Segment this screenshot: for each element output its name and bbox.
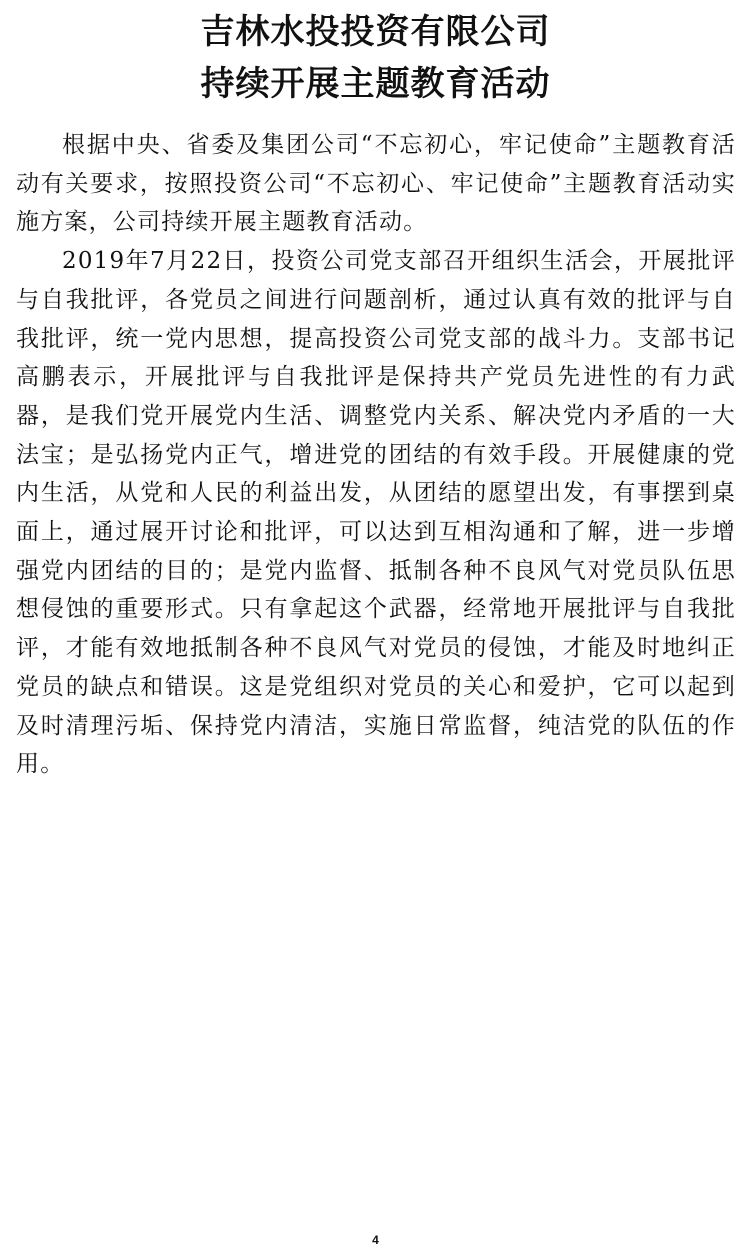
page-number: 4 [372, 1233, 379, 1247]
title-line-2: 持续开展主题教育活动 [200, 64, 551, 104]
paragraph-intro: 根据中央、省委及集团公司“不忘初心，牢记使命”主题教育活动有关要求，按照投资公司“不忘初心、牢记使命”主题教育活动实施方案，公司持续开展主题教育活动。 [16, 132, 736, 236]
paragraph-meeting: 2019年7月22日，投资公司党支部召开组织生活会，开展批评与自我批评，各党员之间进行问题剖析，通过认真有效的批评与自我批评，统一党内思想，提高投资公司党支部的战斗力。支部书记高鹏表示，开展批评与自我批评是保持共产党员先进性的有力武器，是我们党开展党内生活、调整党内关系、解决党内矛盾的一大法宝；是弘扬党内正气，增进党的团结的有效手段。开展健康的党内生活，从党和人民的利益出发，从团结的愿望出发，有事摆到桌面上，通过展开讨论和批评，可以达到互相沟通和了解，进一步增强党内团结的目的；是党内监督、抵制各种不良风气对党员队伍思想侵蚀的重要形式。只有拿起这个武器，经常地开展批评与自我批评，才能有效地抵制各种不良风气对党员的侵蚀，才能及时地纠正党员的缺点和错误。这是党组织对党员的关心和爱护，它可以起到及时清理污垢、保持党内清洁，实施日常监督，纯洁党的队伍的作用。 [16, 248, 736, 778]
title-line-1: 吉林水投投资有限公司 [200, 12, 551, 52]
document-body [16, 126, 736, 784]
document-title [0, 6, 751, 110]
